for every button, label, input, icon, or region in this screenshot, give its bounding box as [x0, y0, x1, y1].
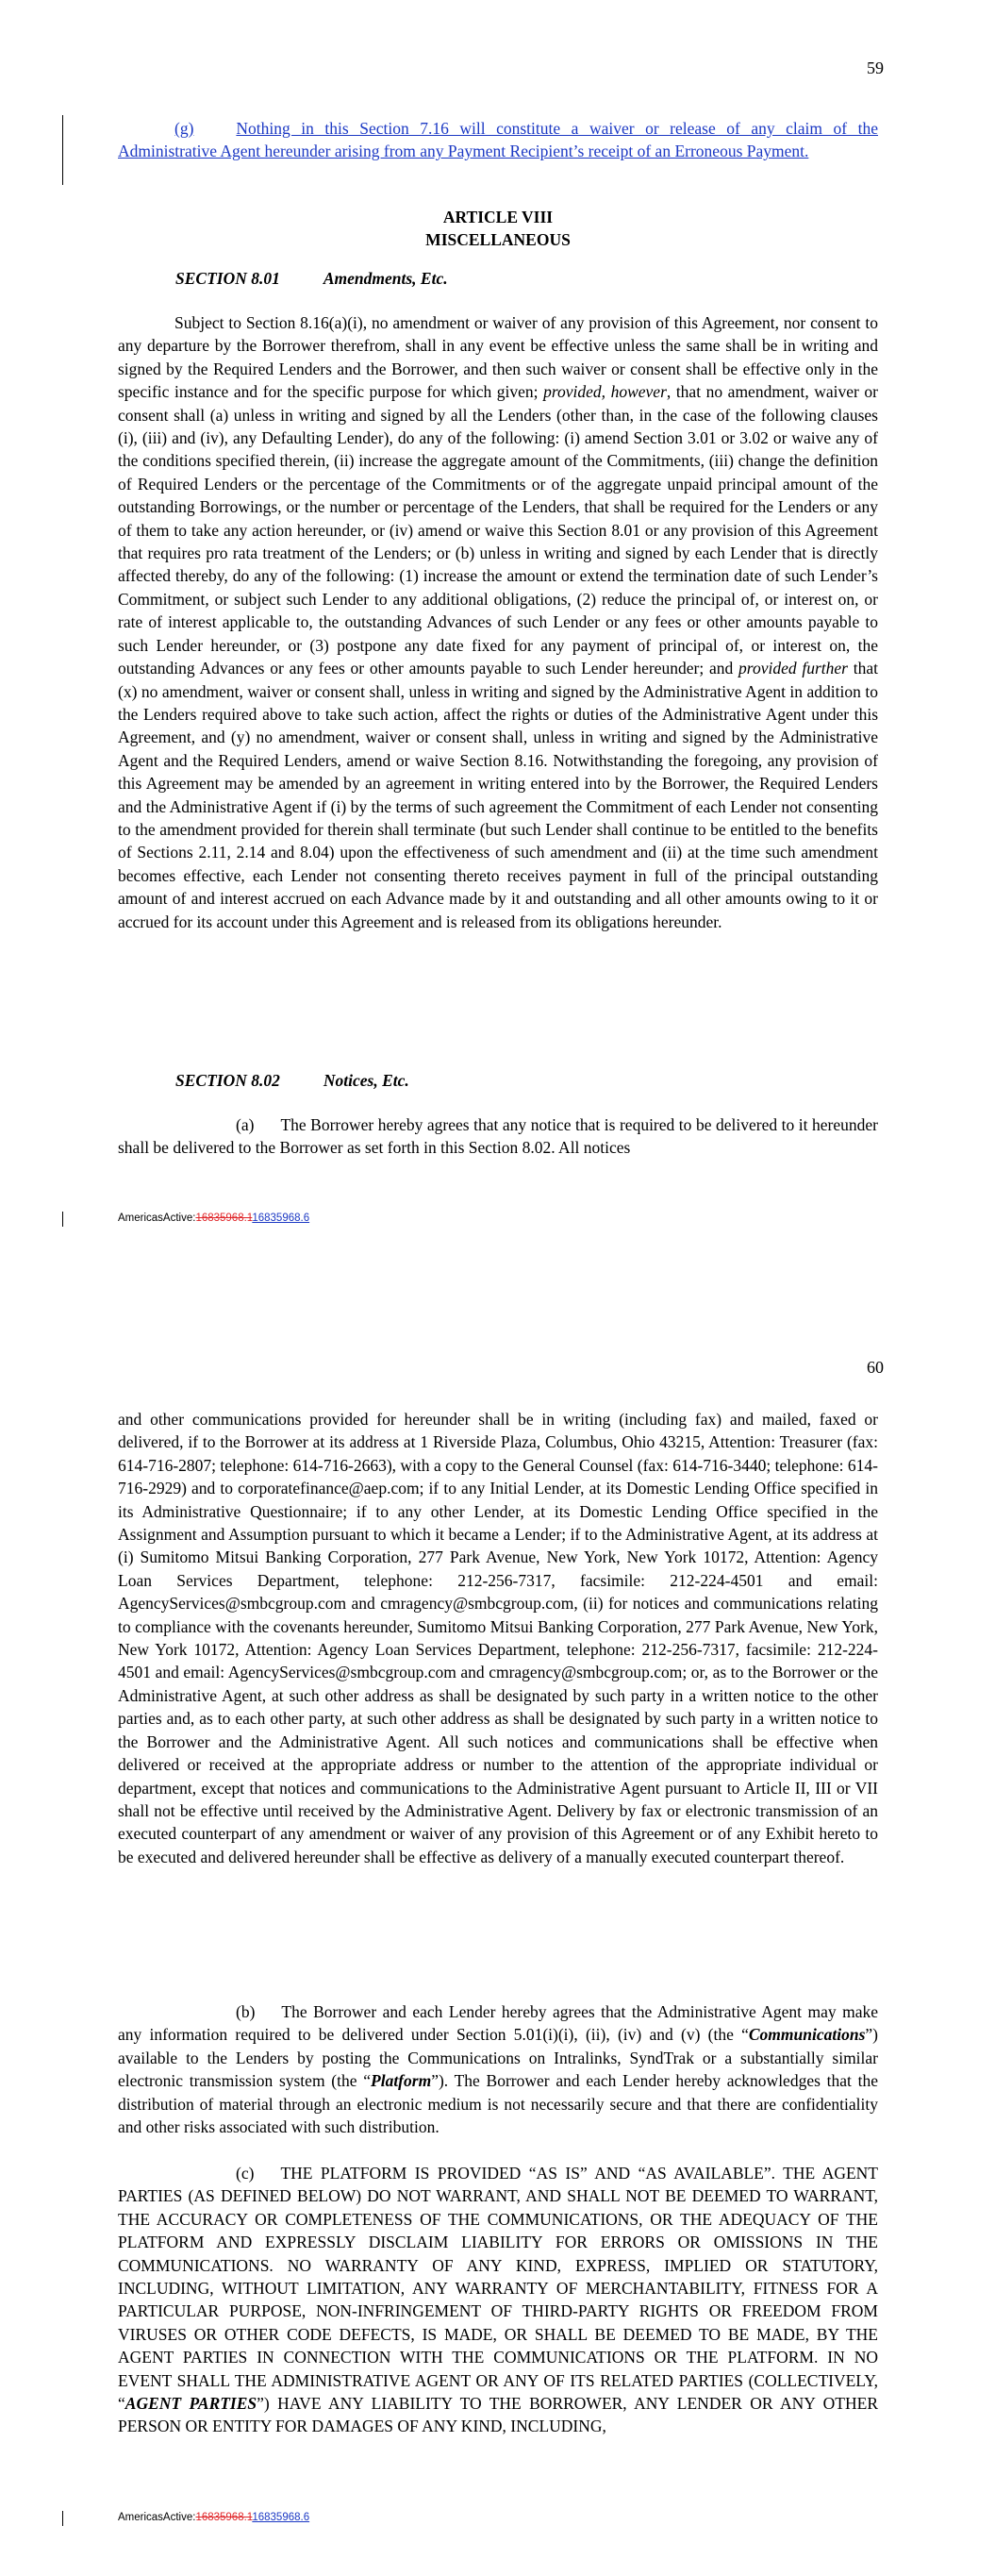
- page-number: 60: [867, 1358, 884, 1377]
- footer-prefix: AmericasActive:: [118, 2512, 196, 2523]
- document-footer: [118, 1213, 309, 1224]
- section-8-01-body: [118, 311, 878, 933]
- footer-deleted-id: 16835968.1: [195, 2512, 253, 2523]
- section-number: SECTION 8.01: [175, 269, 280, 288]
- footer-prefix: AmericasActive:: [118, 1213, 196, 1224]
- document-footer: [118, 2512, 309, 2523]
- article-title: MISCELLANEOUS: [425, 230, 571, 250]
- section-title: Notices, Etc.: [323, 1071, 409, 1090]
- section-title: Amendments, Etc.: [323, 269, 448, 288]
- para-g-label: (g): [174, 119, 194, 138]
- para-g-text: Nothing in this Section 7.16 will constitute a waiver or release of any claim of the Administrative Agent hereunder arising from any Payment Recipient’s receipt of an Erroneous Payment.: [118, 119, 878, 161]
- para-a-label: (a): [236, 1115, 255, 1134]
- defined-term-agent-parties: AGENT PARTIES: [124, 2394, 257, 2414]
- section-8-02-continued: [118, 1408, 878, 1868]
- s801-provided-however: provided, however: [543, 382, 667, 402]
- change-bar: [62, 1212, 63, 1227]
- page-59: [0, 0, 995, 1279]
- para-b-text-2: ”) available to the Lenders by posting the Communications on Intralinks, SyndTrak or a substantially similar electronic transmission system (the “: [118, 2025, 878, 2091]
- para-b-text-3: ”). The Borrower and each Lender hereby acknowledges that the distribution of material through an electronic medium is not necessarily secure and that there are confidentiality and other risks associated with such distribution.: [118, 2071, 879, 2137]
- section-8-02-a: [118, 1113, 878, 1160]
- change-bar: [62, 2511, 63, 2526]
- article-heading: [118, 206, 878, 252]
- change-bar: [62, 115, 63, 185]
- s801-text-2: , that no amendment, waiver or consent shall (a) unless in writing and signed by all the Lenders (other than, in the case of the following clauses (i), (iii) and (iv), any Defaulting Lender), do any of the following: (i) amend Section 3.01 or 3.02 or waive any of the conditions specified therein, (ii) increase the aggregate amount of the Commitments, (iii) change the definition of Required Lenders or the percentage of the Commitments or of the aggregate unpaid principal amount of the outstanding Borrowings, or the number or percentage of the Lenders, that shall be required for the Lenders or any of them to take any action hereunder, or (iv) amend or waive this Section 8.01 or any provision of this Agreement that requires pro rata treatment of the Lenders; or (b) unless in writing and signed by each Lender that is directly affected thereby, do any of the following: (1) increase the amount or extend the termination date of such Lender’s Commitment, or subject such Lender to any additional obligations, (2) reduce the principal of, or interest on, or rate of interest applicable to, the outstanding Advances of such Lender or any fees or other amounts payable to such Lender hereunder, or (3) postpone any date fixed for any payment of principal of, or interest on, the outstanding Advances or any fees or other amounts payable to such Lender hereunder; and: [118, 382, 878, 678]
- section-8-02-c: [118, 2162, 878, 2438]
- page-60: [0, 1279, 995, 2576]
- article-number: ARTICLE VIII: [442, 208, 554, 226]
- defined-term-platform: Platform: [371, 2071, 432, 2091]
- para-c-text-1: THE PLATFORM IS PROVIDED “AS IS” AND “AS AVAILABLE”. THE AGENT PARTIES (AS DEFINED BELOW) DO NOT WARRANT, AND SHALL NOT BE DEEMED TO WARRANT, THE ACCURACY OR COMPLETENESS OF THE COMMUNICATIONS, OR THE ADEQUACY OF THE PLATFORM AND EXPRESSLY DISCLAIM LIABILITY FOR ERRORS OR OMISSIONS IN THE COMMUNICATIONS. NO WARRANTY OF ANY KIND, EXPRESS, IMPLIED OR STATUTORY, INCLUDING, WITHOUT LIMITATION, ANY WARRANTY OF MERCHANTABILITY, FITNESS FOR A PARTICULAR PURPOSE, NON-INFRINGEMENT OF THIRD-PARTY RIGHTS OR FREEDOM FROM VIRUSES OR OTHER CODE DEFECTS, IS MADE, OR SHALL BE DEEMED TO BE MADE, BY THE AGENT PARTIES IN CONNECTION WITH THE COMMUNICATIONS OR THE PLATFORM. IN NO EVENT SHALL THE ADMINISTRATIVE AGENT OR ANY OF ITS RELATED PARTIES (COLLECTIVELY, “: [118, 2164, 878, 2414]
- para-b-label: (b): [236, 2002, 256, 2021]
- para-c-label: (c): [236, 2164, 255, 2183]
- footer-inserted-id: 16835968.6: [252, 2512, 310, 2523]
- footer-inserted-id: 16835968.6: [252, 1213, 310, 1224]
- para-a-text: The Borrower hereby agrees that any notice that is required to be delivered to it hereunder shall be delivered to the Borrower as set forth in this Section 8.02. All notices: [118, 1115, 878, 1158]
- defined-term-communications: Communications: [748, 2025, 866, 2045]
- s801-text-3: that (x) no amendment, waiver or consent shall, unless in writing and signed by the Administrative Agent in addition to the Lenders required above to take such action, affect the rights or duties of the Administrative Agent under this Agreement, and (y) no amendment, waiver or consent shall, unless in writing and signed by the Administrative Agent and the Required Lenders, amend or waive Section 8.16. Notwithstanding the foregoing, any provision of this Agreement may be amended by an agreement in writing entered into by the Borrower, the Required Lenders and the Administrative Agent if (i) by the terms of such agreement the Commitment of each Lender not consenting to the amendment provided for therein shall terminate (but such Lender shall continue to be entitled to the benefits of Sections 2.11, 2.14 and 8.04) upon the effectiveness of such amendment and (ii) at the time such amendment becomes effective, each Lender not consenting thereto receives payment in full of the principal outstanding amount of and interest accrued on each Advance made by it and outstanding and all other amounts owing to it or accrued for its account under this Agreement and is released from its obligations hereunder.: [118, 659, 878, 931]
- s801-text-1: Subject to Section 8.16(a)(i), no amendment or waiver of any provision of this Agreement, nor consent to any departure by the Borrower therefrom, shall in any event be effective unless the same shall be in writing and signed by the Required Lenders and the Borrower, and then such waiver or consent shall be effective only in the specific instance and for the specific purpose for which given;: [118, 313, 878, 402]
- notices-continued-text: and other communications provided for hereunder shall be in writing (including fax) and mailed, faxed or delivered, if to the Borrower at its address at 1 Riverside Plaza, Columbus, Ohio 43215, Attention: Treasurer (fax: 614-716-2807; telephone: 614-716-2663), with a copy to the General Counsel (fax: 614-716-3440; telephone: 614-716-2929) and to corporatefinance@aep.com; if to any Initial Lender, at its Domestic Lending Office specified in its Administrative Questionnaire; if to any other Lender, at its Domestic Lending Office specified in the Assignment and Assumption pursuant to which it became a Lender; if to the Administrative Agent, at its address at (i) Sumitomo Mitsui Banking Corporation, 277 Park Avenue, New York, New York 10172, Attention: Agency Loan Services Department, telephone: 212-256-7317, facsimile: 212-224-4501 and email: AgencyServices@smbcgroup.com and cmragency@smbcgroup.com, (ii) for notices and communications relating to compliance with the covenants hereunder, Sumitomo Mitsui Banking Corporation, 277 Park Avenue, New York, New York 10172, Attention: Agency Loan Services Department, telephone: 212-256-7317, facsimile: 212-224-4501 and email: AgencyServices@smbcgroup.com and cmragency@smbcgroup.com; or, as to the Borrower or the Administrative Agent, at such other address as shall be designated by such party in a written notice to the other parties and, as to each other party, at such other address as shall be designated by such party in a written notice to the Borrower and the Administrative Agent. All such notices and communications shall be effective when delivered or received at the appropriate address or number to the attention of the appropriate individual or department, except that notices and communications to the Administrative Agent pursuant to Article II, III or VII shall not be effective until received by the Administrative Agent. Delivery by fax or electronic transmission of an executed counterpart of any amendment or waiver of any provision of this Agreement or of any Exhibit hereto to be executed and delivered hereunder shall be effective as delivery of a manually executed counterpart thereof.: [118, 1410, 878, 1866]
- section-number: SECTION 8.02: [175, 1071, 280, 1090]
- paragraph-g: [118, 117, 878, 163]
- para-c-text-2: ”) HAVE ANY LIABILITY TO THE BORROWER, ANY LENDER OR ANY OTHER PERSON OR ENTITY FOR DAMAGES OF ANY KIND, INCLUDING,: [118, 2394, 878, 2436]
- section-8-01-heading: [118, 267, 878, 290]
- para-b-text-1: The Borrower and each Lender hereby agrees that the Administrative Agent may make any information required to be delivered under Section 5.01(i)(i), (ii), (iv) and (v) (the “: [118, 2002, 878, 2045]
- footer-deleted-id: 16835968.1: [195, 1213, 253, 1224]
- section-8-02-b: [118, 2000, 878, 2138]
- section-8-02-heading: [118, 1069, 878, 1092]
- s801-provided-further: provided further: [738, 659, 848, 678]
- page-number: 59: [867, 59, 884, 77]
